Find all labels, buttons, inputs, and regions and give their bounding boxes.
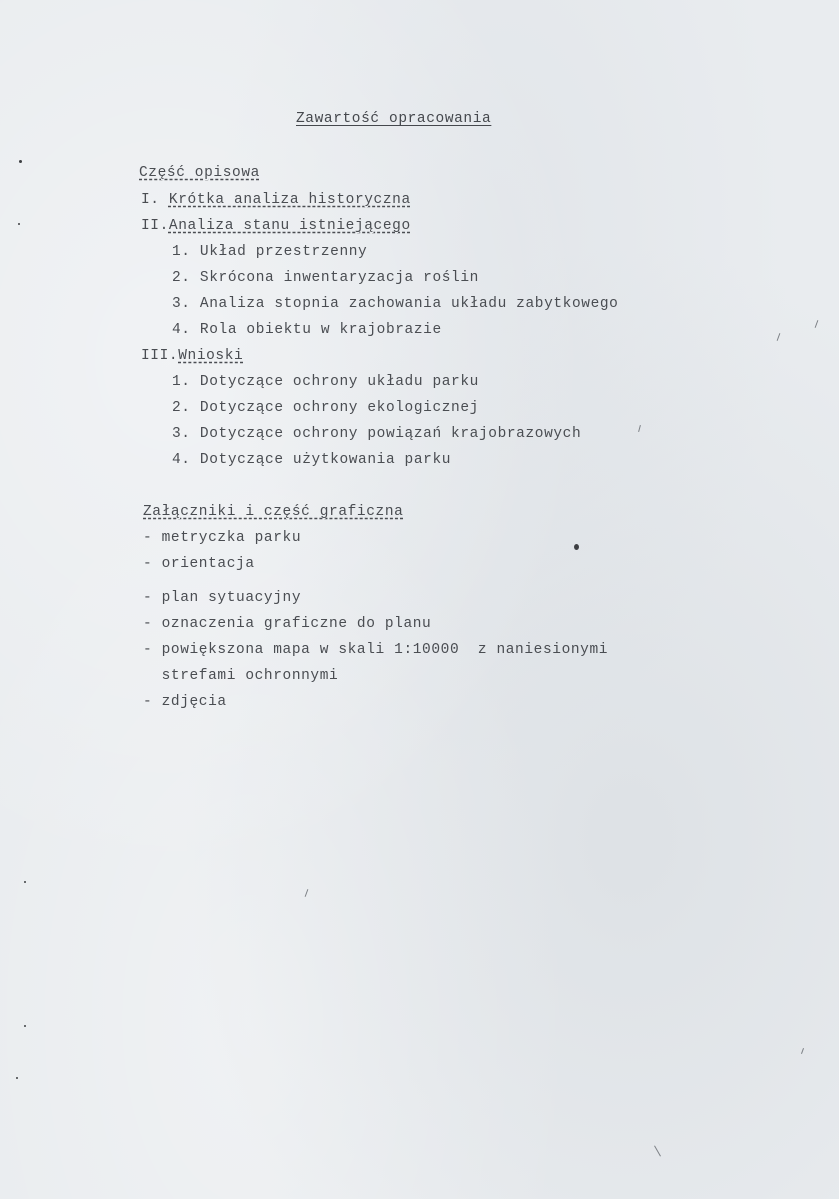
attachment-item: - orientacja (143, 556, 255, 572)
toc-item-ii (141, 218, 411, 234)
toc-item-i (141, 192, 411, 208)
toc-item-i-number: I. (141, 192, 160, 208)
document-title: Zawartość opracowania (296, 111, 492, 127)
toc-subitem-number: 1. (172, 244, 191, 260)
paper-speck (574, 544, 579, 550)
toc-subitem-number: 4. (172, 322, 191, 338)
attachment-item: - metryczka parku (143, 530, 302, 546)
toc-subitem-number: 2. (172, 270, 191, 286)
paper-mark (638, 425, 641, 432)
toc-subitem-ii-1 (172, 244, 367, 260)
toc-item-ii-label: Analiza stanu istniejącego (168, 218, 411, 234)
toc-subitem-number: 4. (172, 452, 191, 468)
paper-speck (18, 223, 20, 225)
toc-subitem-ii-3 (172, 296, 619, 312)
toc-subitem-number: 1. (172, 374, 191, 390)
toc-item-iii (141, 348, 243, 364)
toc-subitem-label: Dotyczące ochrony powiązań krajobrazowych (199, 426, 582, 442)
attachment-item: - zdjęcia (143, 694, 227, 710)
attachment-item: - plan sytuacyjny (143, 590, 302, 606)
paper-mark (815, 320, 819, 328)
toc-item-iii-number: III. (141, 348, 179, 364)
paper-speck (16, 1077, 18, 1079)
attachment-item: - oznaczenia graficzne do planu (143, 616, 432, 632)
toc-subitem-iii-1 (172, 374, 479, 390)
toc-subitem-label: Układ przestrzenny (199, 244, 368, 260)
toc-subitem-iii-2 (172, 400, 479, 416)
toc-subitem-number: 3. (172, 426, 191, 442)
toc-subitem-label: Rola obiektu w krajobrazie (199, 322, 442, 338)
toc-subitem-label: Skrócona inwentaryzacja roślin (199, 270, 479, 286)
toc-subitem-ii-2 (172, 270, 479, 286)
toc-subitem-number: 3. (172, 296, 191, 312)
toc-subitem-label: Dotyczące ochrony układu parku (199, 374, 479, 390)
toc-subitem-iii-3 (172, 426, 581, 442)
toc-subitem-label: Dotyczące użytkowania parku (199, 452, 452, 468)
paper-mark (305, 889, 309, 897)
toc-subitem-ii-4 (172, 322, 442, 338)
paper-speck (19, 160, 22, 163)
attachment-item-continuation: strefami ochronnymi (143, 668, 339, 684)
paper-mark (801, 1048, 804, 1054)
paper-mark (777, 333, 781, 341)
toc-item-i-label: Krótka analiza historyczna (168, 192, 411, 208)
paper-mark (654, 1146, 661, 1157)
toc-subitem-number: 2. (172, 400, 191, 416)
toc-item-ii-number: II. (141, 218, 169, 234)
toc-item-iii-label: Wnioski (178, 348, 244, 364)
paper-speck (24, 1025, 26, 1027)
attachment-item: - powiększona mapa w skali 1:10000 z naniesionymi (143, 642, 609, 658)
toc-subitem-iii-4 (172, 452, 451, 468)
toc-subitem-label: Analiza stopnia zachowania układu zabytkowego (199, 296, 619, 312)
section-heading-attachments: Załączniki i część graficzna (143, 504, 404, 520)
section-heading-descriptive: Część opisowa (139, 165, 260, 181)
paper-speck (24, 881, 26, 883)
toc-subitem-label: Dotyczące ochrony ekologicznej (199, 400, 479, 416)
